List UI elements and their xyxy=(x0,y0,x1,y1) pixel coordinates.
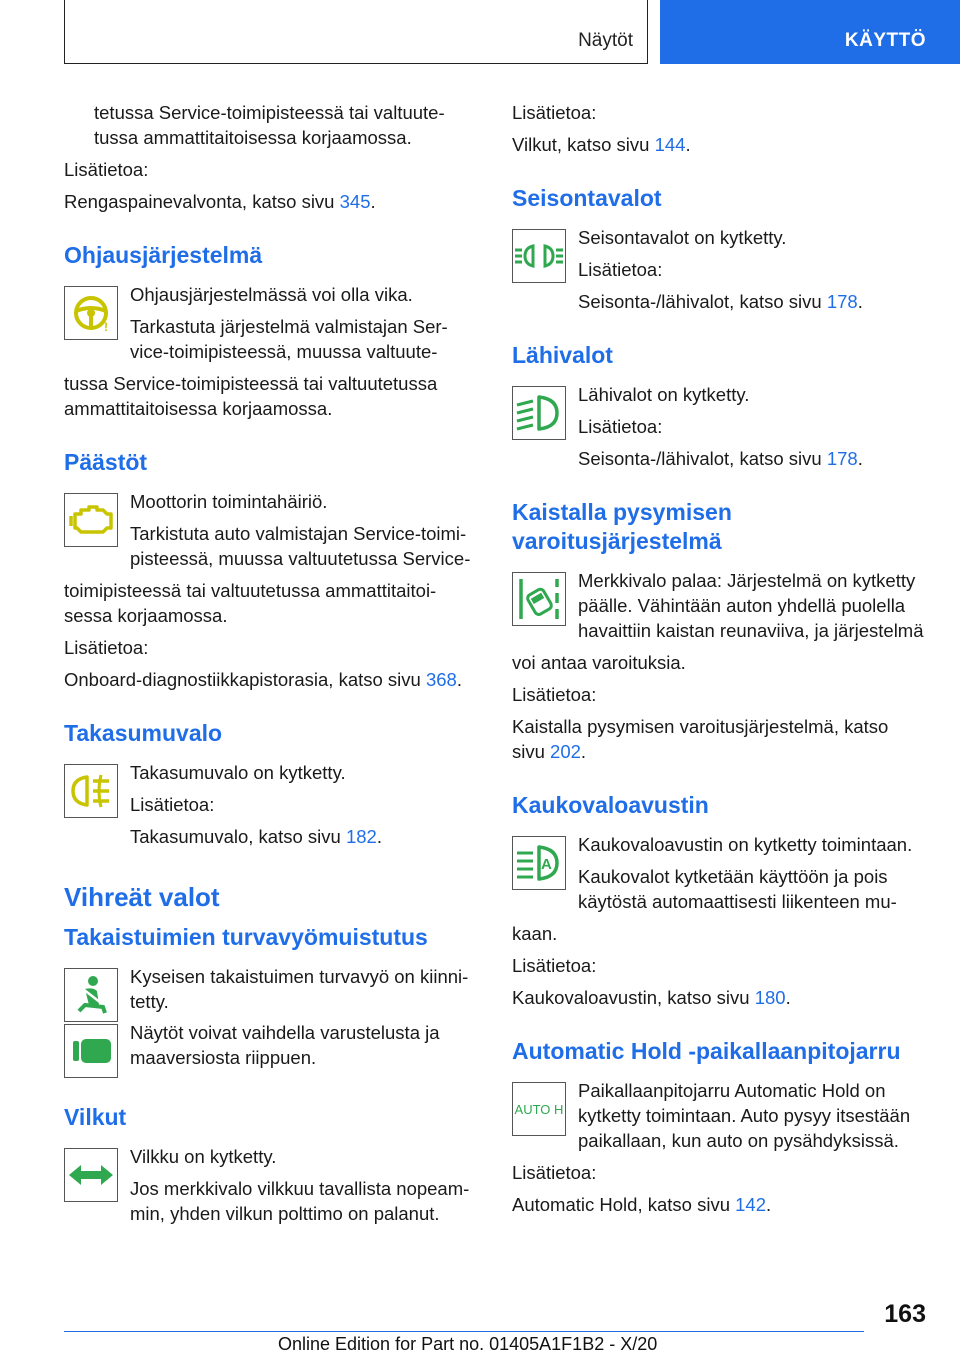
parking-lights-icon xyxy=(512,229,566,283)
auto-hold-text-1: Paikallaanpitojarru Automatic Hold on kytketty toimintaan. Auto pysyy itsestään paikallaan, kun auto on pysähdyksissä. xyxy=(578,1080,911,1151)
auto-hold-icon xyxy=(512,1082,566,1136)
reference-turn-signals: Vilkut, katso sivu 144. xyxy=(512,134,691,155)
parking-lights-block xyxy=(512,225,926,314)
high-beam-text-3: kaan. xyxy=(512,923,558,944)
turn-signal-block xyxy=(64,1144,478,1226)
heading-emissions: Päästöt xyxy=(64,449,148,475)
auto-hold-block xyxy=(512,1078,926,1153)
emissions-text-1: Moottorin toimintahäiriö. xyxy=(130,491,328,512)
heading-lane-departure: Kaistalla pysymisen varoitusjärjestelmä xyxy=(512,499,732,554)
page-link[interactable]: 142 xyxy=(735,1194,766,1215)
reference-lane: Kaistalla pysymisen varoitusjärjestelmä, katso sivu 202. xyxy=(512,716,889,762)
turn-signal-text-2: Jos merkkivalo vilkkuu tavallista nopeam-min, yhden vilkun polttimo on palanut. xyxy=(130,1178,470,1224)
page-number: 163 xyxy=(884,1300,926,1328)
lane-departure-icon xyxy=(512,572,566,626)
page-link[interactable]: 178 xyxy=(826,291,858,312)
low-beam-more-info: Lisätietoa: xyxy=(578,416,663,437)
lane-text-1: Merkkivalo palaa: Järjestelmä on kytketty päälle. Vähintään auton yhdellä puolella havaittiin kaistan reunaviiva, ja järjestelmä xyxy=(578,570,924,641)
low-beam-text-1: Lähivalot on kytketty. xyxy=(578,384,750,405)
reference-high-beam: Kaukovaloavustin, katso sivu 180. xyxy=(512,987,791,1008)
high-beam-text-1: Kaukovaloavustin on kytketty toimintaan. xyxy=(578,834,913,855)
reference-parking: Seisonta-/lähivalot, katso sivu 178. xyxy=(578,291,863,312)
heading-parking-lights: Seisontavalot xyxy=(512,185,662,211)
seatbelt-text-2: Näytöt voivat vaihdella varustelusta ja maaversiosta riippuen. xyxy=(130,1022,440,1068)
low-beam-icon xyxy=(512,386,566,440)
page-link[interactable]: 178 xyxy=(826,448,858,469)
low-beam-block xyxy=(512,382,926,471)
emissions-text-2: Tarkistuta auto valmistajan Service-toimi-pisteessä, muussa valtuutetussa Service- xyxy=(130,523,471,569)
reference-obd: Onboard-diagnostiikkapistorasia, katso sivu 368. xyxy=(64,669,462,690)
reference-tyre-pressure: Rengaspainevalvonta, katso sivu 345. xyxy=(64,191,376,212)
page-link[interactable]: 182 xyxy=(345,826,377,847)
steering-text-3: tussa Service-toimipisteessä tai valtuutetussa ammattitaitoisessa korjaamossa. xyxy=(64,373,438,419)
turn-signal-arrows-icon xyxy=(64,1148,118,1202)
auto-hold-icon-label: AUTO H xyxy=(514,1102,564,1117)
rear-fog-more-info: Lisätietoa: xyxy=(130,794,215,815)
seatbelt-variant-block xyxy=(64,1020,478,1076)
lane-departure-block xyxy=(512,568,926,643)
steering-text-1: Ohjausjärjestelmässä voi olla vika. xyxy=(130,284,413,305)
heading-steering: Ohjausjärjestelmä xyxy=(64,242,263,268)
continuation-text: tetussa Service-toimipisteessä tai valtuute-tussa ammattitaitoisessa korjaamossa. xyxy=(94,102,445,148)
reference-low-beam: Seisonta-/lähivalot, katso sivu 178. xyxy=(578,448,863,469)
left-column xyxy=(64,100,478,1233)
page-link[interactable]: 144 xyxy=(654,134,686,155)
svg-text:A: A xyxy=(541,856,552,873)
heading-green-lights: Vihreät valot xyxy=(64,882,220,912)
emissions-text-3: toimipisteessä tai valtuutetussa ammattitaitoi-sessa korjaamossa. xyxy=(64,580,437,626)
heading-high-beam-assist: Kaukovaloavustin xyxy=(512,792,709,818)
heading-rear-seatbelt: Takaistuimien turvavyömuistutus xyxy=(64,924,428,950)
steering-warning-icon xyxy=(64,286,118,340)
auto-hold-more-info: Lisätietoa: xyxy=(512,1162,597,1183)
more-info-label: Lisätietoa: xyxy=(64,159,149,180)
seatbelt-block xyxy=(64,964,478,1020)
steering-block xyxy=(64,282,478,364)
header-chapter-label: KÄYTTÖ xyxy=(844,30,926,51)
seat-indicator-icon xyxy=(64,1024,118,1078)
emissions-more-info: Lisätietoa: xyxy=(64,637,149,658)
footer-divider xyxy=(64,1331,864,1332)
heading-auto-hold: Automatic Hold -paikallaanpitojarru xyxy=(512,1038,901,1064)
high-beam-text-2: Kaukovalot kytketään käyttöön ja pois käytöstä automaattisesti liikenteen mu- xyxy=(578,866,897,912)
reference-auto-hold: Automatic Hold, katso sivu 142. xyxy=(512,1194,772,1215)
parking-more-info: Lisätietoa: xyxy=(578,259,663,280)
rear-fog-light-icon xyxy=(64,764,118,818)
seatbelt-text-1: Kyseisen takaistuimen turvavyö on kiinni-tetty. xyxy=(130,966,469,1012)
high-beam-assist-icon xyxy=(512,836,566,890)
reference-rear-fog: Takasumuvalo, katso sivu 182. xyxy=(130,826,382,847)
header-section-label: Näytöt xyxy=(578,30,633,51)
page-link[interactable]: 202 xyxy=(550,741,581,762)
header-chapter-tab xyxy=(660,0,960,64)
high-beam-block xyxy=(512,832,926,914)
rear-fog-block xyxy=(64,760,478,849)
turn-signal-text-1: Vilkku on kytketty. xyxy=(130,1146,277,1167)
page-link[interactable]: 345 xyxy=(339,191,371,212)
lane-more-info: Lisätietoa: xyxy=(512,684,597,705)
svg-text:!: ! xyxy=(104,320,108,334)
seatbelt-person-icon xyxy=(64,968,118,1022)
right-column xyxy=(512,100,926,1224)
engine-warning-icon xyxy=(64,493,118,547)
emissions-block xyxy=(64,489,478,571)
page-link[interactable]: 368 xyxy=(425,669,457,690)
high-beam-more-info: Lisätietoa: xyxy=(512,955,597,976)
footer-edition: Online Edition for Part no. 01405A1F1B2 - X/20 xyxy=(278,1334,658,1354)
steering-text-2: Tarkastuta järjestelmä valmistajan Ser-vice-toimipisteessä, muussa valtuute- xyxy=(130,316,448,362)
more-info-label: Lisätietoa: xyxy=(512,102,597,123)
lane-text-2: voi antaa varoituksia. xyxy=(512,652,686,673)
heading-rear-fog: Takasumuvalo xyxy=(64,720,223,746)
heading-turn-signals: Vilkut xyxy=(64,1104,127,1130)
rear-fog-text-1: Takasumuvalo on kytketty. xyxy=(130,762,346,783)
heading-low-beam: Lähivalot xyxy=(512,342,613,368)
parking-text-1: Seisontavalot on kytketty. xyxy=(578,227,787,248)
page-link[interactable]: 180 xyxy=(754,987,786,1008)
header-section-tab xyxy=(64,0,648,64)
